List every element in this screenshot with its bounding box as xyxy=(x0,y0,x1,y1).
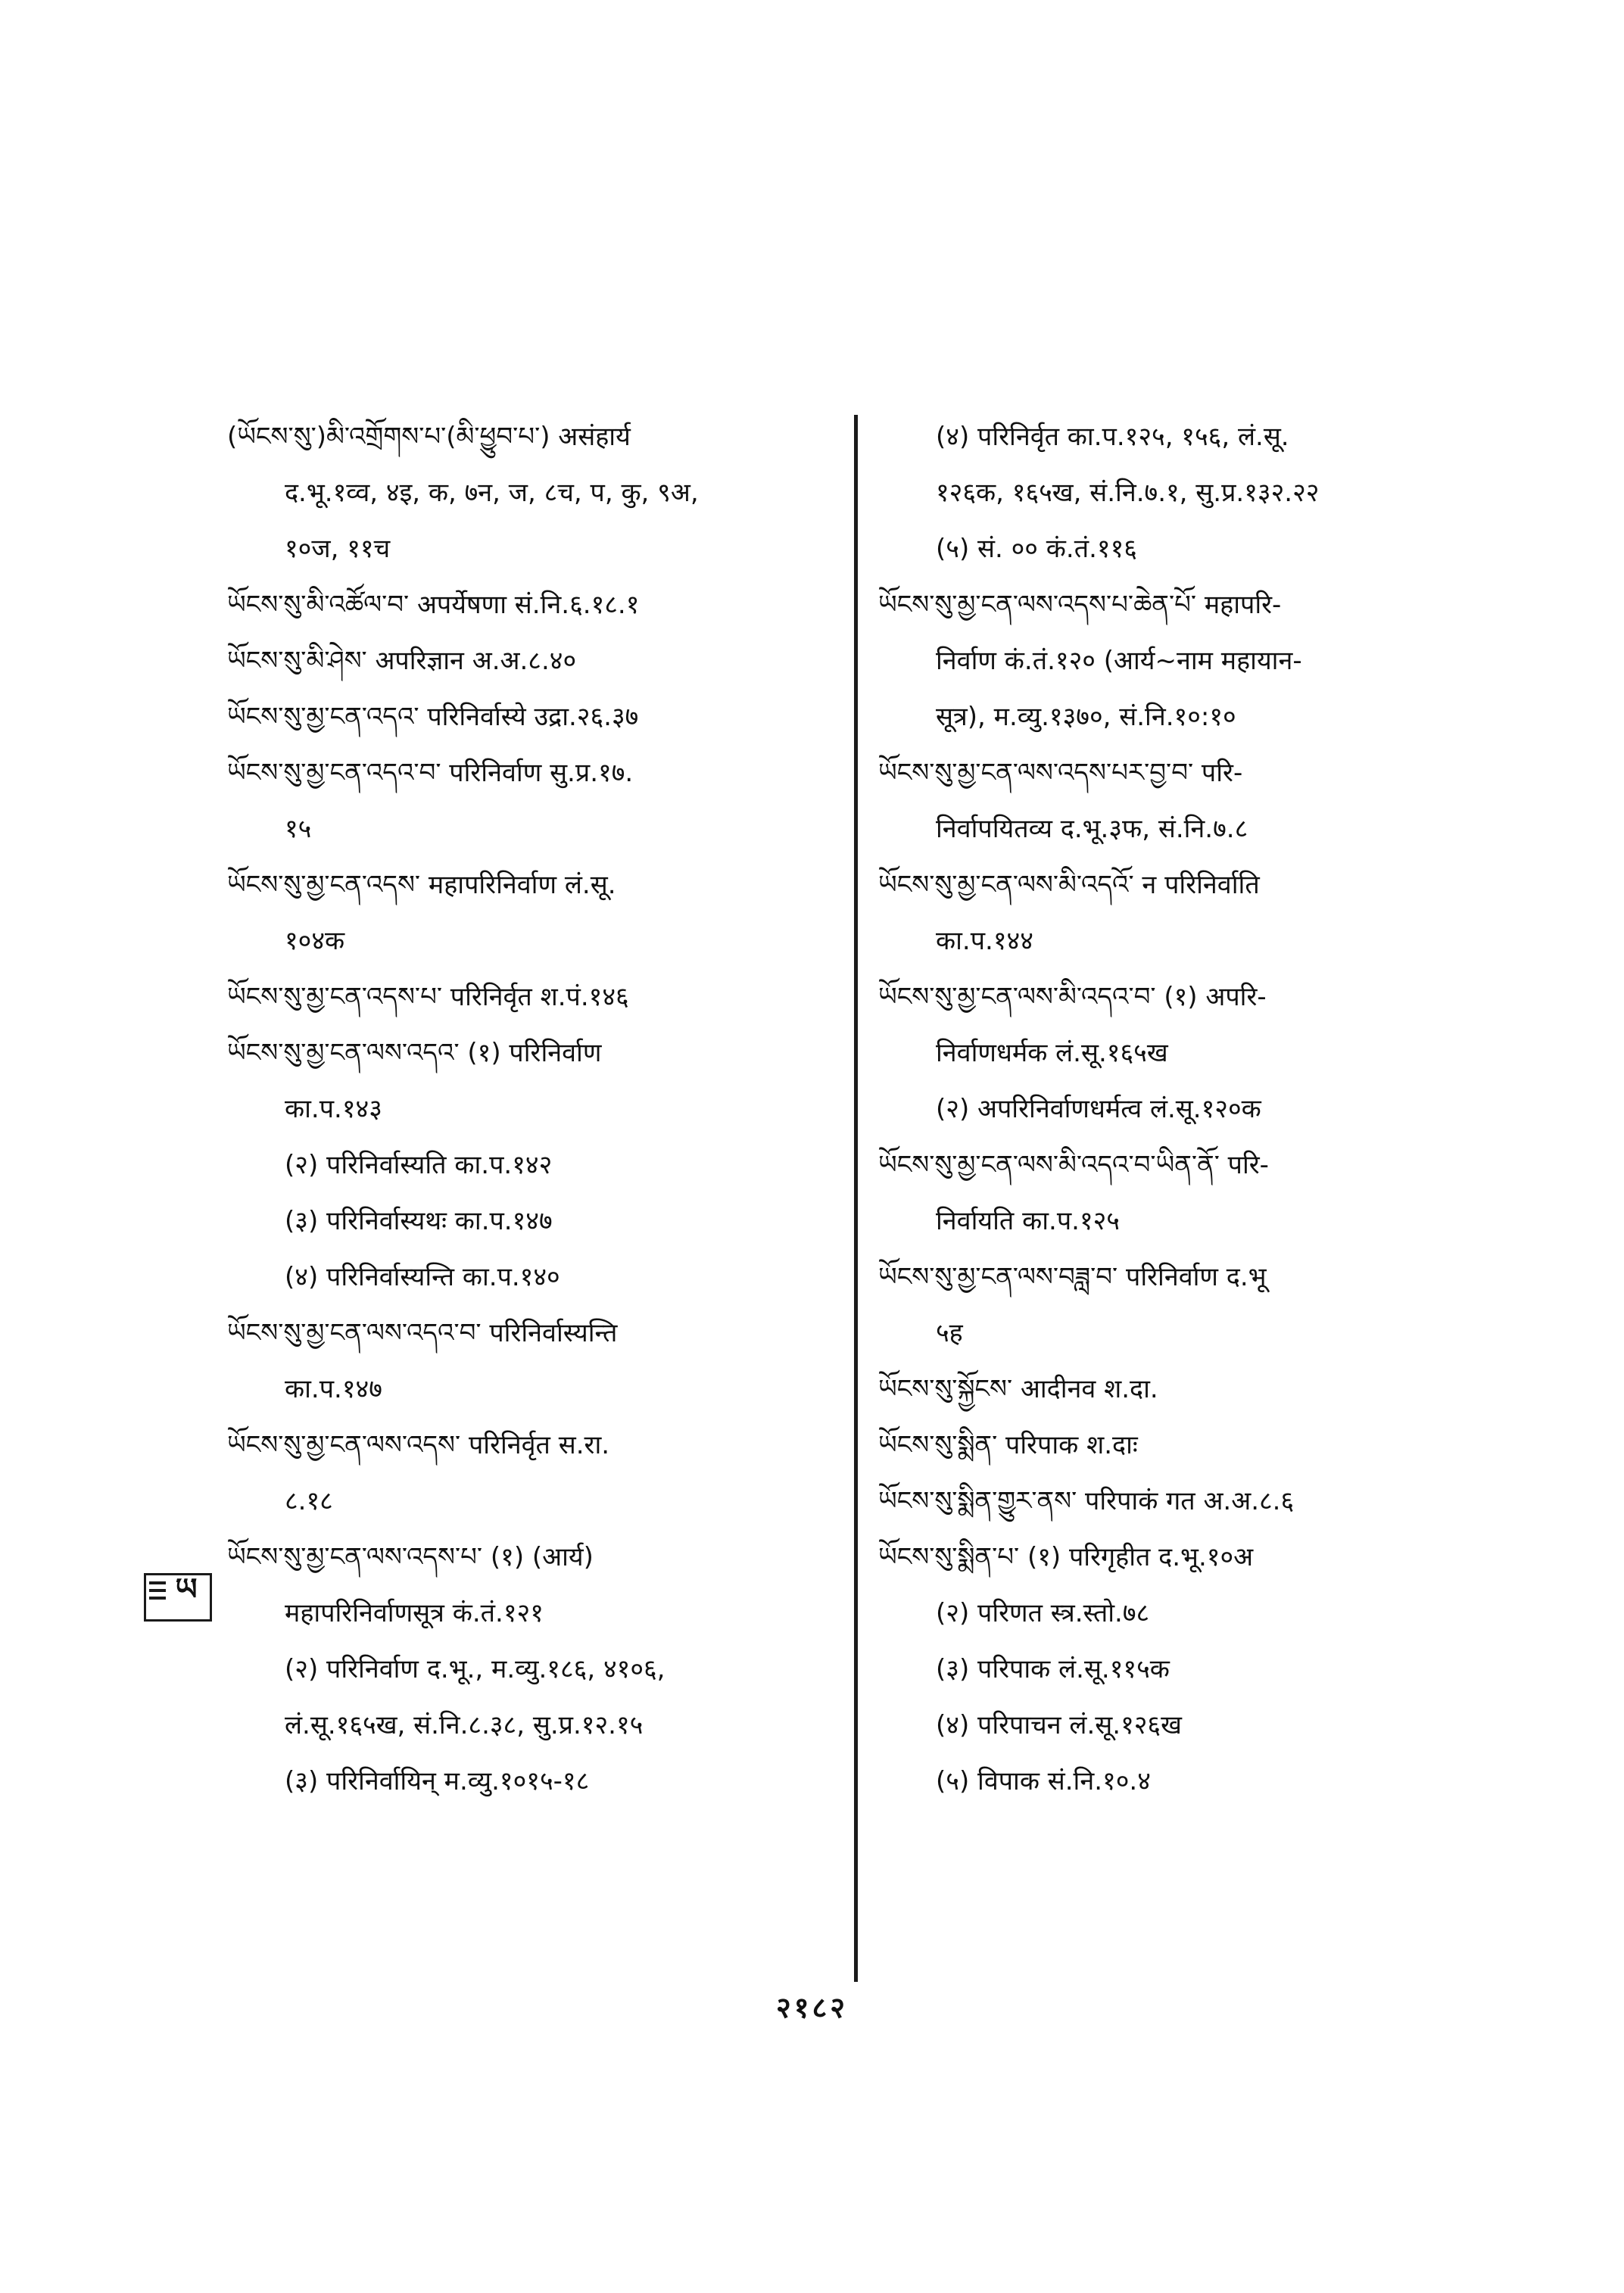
section-letter: ཡ xyxy=(175,1572,198,1607)
entry-line: (ཡོངས་སུ་)མི་འགྲོགས་པ་(མི་ཕྱུབ་པ་) असंहार्य xyxy=(227,422,631,452)
entry-line: १५ xyxy=(285,814,312,844)
sub-entry xyxy=(878,1753,1476,1809)
entry-line: (२) अपरिनिर्वाणधर्मत्व लं.सू.१२०क xyxy=(936,1094,1261,1124)
sub-entry xyxy=(227,1137,848,1193)
entry-line: ཡོངས་སུ་མྱ་ངན་ལས་མི་འདའ་བ་ཡིན་ནོ་ परि- xyxy=(878,1150,1269,1180)
entry-line: ཡོངས་སུ་མི་ཤེས་ अपरिज्ञान अ.अ.८.४० xyxy=(227,646,577,676)
entry-line: सूत्र), म.व्यु.१३७०, सं.नि.१०:१० xyxy=(936,702,1236,732)
dictionary-entry xyxy=(227,1529,848,1641)
entry-line: का.प.१४७ xyxy=(285,1374,382,1404)
entry-line: १२६क, १६५ख, सं.नि.७.१, सु.प्र.१३२.२२ xyxy=(936,478,1320,508)
entry-line: (२) परिनिर्वाण द.भू., म.व्यु.१८६, ४१०६, xyxy=(285,1654,665,1684)
entry-line: ཡོངས་སུ་མི་འཚོལ་བ་ अपर्येषणा सं.नि.६.१८.१ xyxy=(227,590,640,620)
sub-entry xyxy=(878,1081,1476,1137)
entry-line: महापरिनिर्वाणसूत्र कं.तं.१२१ xyxy=(285,1598,544,1628)
entry-line: निर्वापयितव्य द.भू.३फ, सं.नि.७.८ xyxy=(936,814,1248,844)
entry-line: १०ज, ११च xyxy=(285,534,391,564)
entry-line: ཡོངས་སུ་སྐྱོངས་ आदीनव श.दा. xyxy=(878,1374,1158,1404)
entry-line: (३) परिपाक लं.सू.११५क xyxy=(936,1654,1170,1684)
entry-line: ཡོངས་སུ་མྱ་ངན་འདས་པ་ परिनिर्वृत श.पं.१४६ xyxy=(227,982,629,1012)
sub-entry xyxy=(227,1249,848,1305)
sub-entry xyxy=(878,1697,1476,1753)
dictionary-entry xyxy=(227,857,848,969)
dictionary-entry xyxy=(878,969,1476,1081)
entry-line: ५ह xyxy=(936,1318,963,1348)
dictionary-entry xyxy=(878,857,1476,969)
sub-entry xyxy=(878,1641,1476,1697)
dictionary-entry xyxy=(878,1361,1476,1417)
entry-line: ཡོངས་སུ་མྱ་ངན་ལས་འདས་པ་ཆེན་པོ་ महापरि- xyxy=(878,590,1282,620)
entry-line: ཡོངས་སུ་མྱ་ངན་འདའ་ परिनिर्वास्ये उद्रा.२६.३७ xyxy=(227,702,639,732)
dictionary-entry xyxy=(227,689,848,745)
entry-line: ཡོངས་སུ་སྨིན་ परिपाक श.दाः xyxy=(878,1430,1138,1460)
entry-line: (२) परिनिर्वास्यति का.प.१४२ xyxy=(285,1150,553,1180)
entry-line: ཡོངས་སུ་མྱ་ངན་འདས་ महापरिनिर्वाण लं.सू. xyxy=(227,870,616,900)
left-column xyxy=(227,409,848,1809)
dictionary-entry xyxy=(227,745,848,857)
entry-line: ཡོངས་སུ་མྱ་ངན་ལས་འདའ་བ་ परिनिर्वास्यन्ति xyxy=(227,1318,618,1348)
sub-entry xyxy=(227,1193,848,1249)
entry-line: ८.१८ xyxy=(285,1486,333,1516)
dictionary-entry xyxy=(878,577,1476,745)
sub-entry xyxy=(227,1753,848,1809)
entry-line: ཡོངས་སུ་སྨིན་པ་ (१) परिगृहीत द.भू.१०अ xyxy=(878,1542,1254,1572)
dictionary-entry xyxy=(227,1305,848,1417)
page-number: २१८२ xyxy=(775,1991,849,2024)
entry-line: ཡོངས་སུ་མྱ་ངན་ལས་བཟླ་བ་ परिनिर्वाण द.भू xyxy=(878,1262,1267,1292)
entry-line: (५) सं. ०० कं.तं.११६ xyxy=(936,534,1137,564)
entry-line: १०४क xyxy=(285,926,345,956)
dictionary-entry xyxy=(878,1137,1476,1249)
dictionary-entry xyxy=(227,1025,848,1137)
entry-line: (३) परिनिर्वास्यथः का.प.१४७ xyxy=(285,1206,553,1236)
dictionary-entry xyxy=(227,633,848,689)
entry-line: (२) परिणत स्त्र.स्तो.७८ xyxy=(936,1598,1150,1628)
entry-line: ཡོངས་སུ་མྱ་ངན་ལས་འདས་པ་ (१) (आर्य) xyxy=(227,1542,594,1572)
entry-line: ཡོངས་སུ་མྱ་ངན་ལས་མི་འདའ་བ་ (१) अपरि- xyxy=(878,982,1267,1012)
entry-line: ཡོངས་སུ་མྱ་ངན་ལས་འདས་ परिनिर्वृत स.रा. xyxy=(227,1430,610,1460)
sub-entry xyxy=(878,1585,1476,1641)
entry-line: ཡོངས་སུ་མྱ་ངན་ལས་འདའ་ (१) परिनिर्वाण xyxy=(227,1038,602,1068)
entry-line: (४) परिनिर्वास्यन्ति का.प.१४० xyxy=(285,1262,560,1292)
dictionary-entry xyxy=(878,1529,1476,1585)
entry-line: निर्वायति का.प.१२५ xyxy=(936,1206,1120,1236)
entry-line: ཡོངས་སུ་སྨིན་གྱུར་ནས་ परिपाकं गत अ.अ.८.६ xyxy=(878,1486,1295,1516)
entry-line: (३) परिनिर्वायिन् म.व्यु.१०१५-१८ xyxy=(285,1766,590,1796)
entry-line: निर्वाण कं.तं.१२० (आर्य~नाम महायान- xyxy=(936,646,1302,676)
sub-entry xyxy=(878,521,1476,577)
entry-line: (४) परिपाचन लं.सू.१२६ख xyxy=(936,1710,1182,1740)
dictionary-entry xyxy=(878,1473,1476,1529)
entry-line: (४) परिनिर्वृत का.प.१२५, १५६, लं.सू. xyxy=(936,422,1289,452)
dictionary-entry xyxy=(878,745,1476,857)
sub-entry xyxy=(878,409,1476,521)
entry-line: ཡོངས་སུ་མྱ་ངན་འདའ་བ་ परिनिर्वाण सु.प्र.१७. xyxy=(227,758,634,788)
dictionary-entry xyxy=(227,577,848,633)
dictionary-entry xyxy=(227,409,848,577)
entry-line: निर्वाणधर्मक लं.सू.१६५ख xyxy=(936,1038,1168,1068)
dictionary-entry xyxy=(227,1417,848,1529)
entry-line: (५) विपाक सं.नि.१०.४ xyxy=(936,1766,1151,1796)
section-letter-mark xyxy=(144,1573,212,1622)
entry-line: का.प.१४४ xyxy=(936,926,1033,956)
column-divider xyxy=(854,415,858,1982)
entry-line: द.भू.१व्व, ४इ, क, ७न, ज, ८च, प, कु, ९अ, xyxy=(285,478,699,508)
sub-entry xyxy=(227,1641,848,1753)
entry-line: ཡོངས་སུ་མྱ་ངན་ལས་མི་འདའོ་ न परिनिर्वाति xyxy=(878,870,1260,900)
entry-line: का.प.१४३ xyxy=(285,1094,382,1124)
right-column xyxy=(878,409,1476,1809)
entry-line: ཡོངས་སུ་མྱ་ངན་ལས་འདས་པར་བྱ་བ་ परि- xyxy=(878,758,1243,788)
dictionary-entry xyxy=(227,969,848,1025)
entry-line: लं.सू.१६५ख, सं.नि.८.३८, सु.प्र.१२.१५ xyxy=(285,1710,644,1740)
dictionary-entry xyxy=(878,1249,1476,1361)
dictionary-entry xyxy=(878,1417,1476,1473)
